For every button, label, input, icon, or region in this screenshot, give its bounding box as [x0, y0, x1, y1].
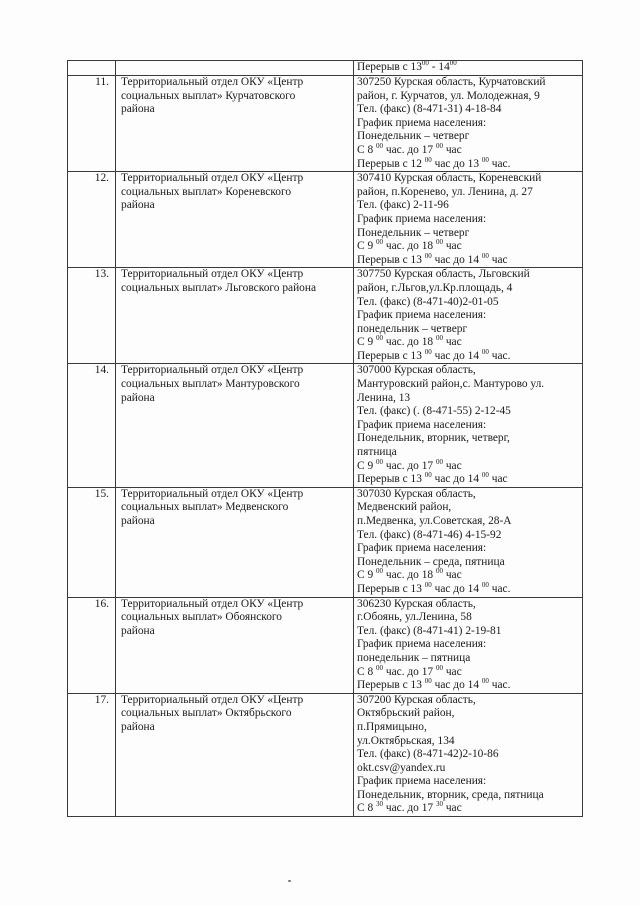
row-number: 12. — [68, 172, 116, 268]
contact-text: Медвенский район, — [357, 501, 452, 514]
contact-line — [357, 419, 579, 433]
contact-line — [357, 638, 579, 652]
contact-text: понедельник – четверг — [357, 322, 468, 335]
office-contacts — [354, 487, 583, 597]
empty-name-cell — [116, 61, 354, 76]
office-contacts — [354, 597, 583, 693]
contact-text: час. — [488, 349, 511, 362]
contact-text: час — [442, 665, 462, 678]
office-contacts — [354, 268, 583, 364]
minutes-sup: 00 — [421, 60, 429, 67]
contact-text: час до 14 — [431, 679, 482, 692]
contact-line — [357, 473, 579, 487]
minutes-sup: 00 — [481, 347, 489, 356]
minutes-sup: 00 — [376, 141, 383, 150]
contact-text: час — [442, 569, 462, 582]
contact-text: График приема населения: — [357, 638, 487, 651]
contact-line — [357, 213, 579, 227]
contact-text: Тел. (факс) (8-471-41) 2-19-81 — [357, 624, 502, 637]
contact-text: п.Прямицыно, — [357, 720, 427, 733]
contact-text: Перерыв с 13 — [357, 582, 425, 595]
contact-line — [357, 199, 579, 213]
contact-text: 307250 Курская область, Курчатовский — [357, 76, 546, 88]
contact-text: район, п.Коренево, ул. Ленина, д. 27 — [357, 185, 533, 198]
contact-line — [357, 309, 579, 323]
contact-line — [357, 186, 579, 200]
contact-line — [357, 694, 579, 708]
contact-text: Перерыв с 13 — [357, 253, 425, 266]
minutes-sup: 00 — [376, 567, 383, 576]
minutes-sup: 30 — [435, 800, 443, 809]
contact-text: Понедельник, вторник, четверг, — [357, 432, 510, 445]
contact-line — [357, 789, 579, 803]
minutes-sup: 00 — [435, 663, 443, 672]
office-name: Территориальный отдел ОКУ «Центр социальных выплат» Обоянского района — [116, 597, 354, 693]
contact-text: Тел. (факс) (8-471-46) 4-15-92 — [357, 528, 502, 541]
minutes-sup: 00 — [424, 677, 432, 686]
contact-line — [357, 432, 579, 446]
contact-line — [357, 347, 579, 364]
contact-line — [357, 130, 579, 144]
minutes-sup: 00 — [424, 580, 432, 589]
break-time-text: - 14 — [428, 61, 450, 73]
contact-line — [357, 652, 579, 666]
contact-text: Перерыв с 13 — [357, 679, 425, 692]
contact-line — [357, 762, 579, 776]
offices-table — [67, 60, 583, 817]
table-row — [68, 76, 583, 172]
minutes-sup: 00 — [376, 238, 383, 247]
contact-text: Мантуровский район,с. Мантурово ул. — [357, 378, 545, 391]
contact-text: час. до 18 — [383, 569, 436, 582]
contact-text: час до 14 — [431, 473, 482, 486]
offices-table-body — [68, 61, 583, 817]
contact-text: час. — [488, 582, 511, 595]
contact-line — [357, 392, 579, 406]
minutes-sup: 00 — [481, 251, 489, 260]
table-row-continuation — [68, 61, 583, 76]
contact-text: Ленина, 13 — [357, 391, 411, 404]
contact-text: час — [442, 802, 462, 815]
table-row — [68, 693, 583, 816]
row-number: 15. — [68, 487, 116, 597]
contact-text: 307410 Курская область, Кореневский — [357, 172, 542, 185]
break-time-text: Перерыв с 13 — [357, 61, 422, 73]
contact-text: час. — [488, 157, 511, 170]
contact-text: Понедельник – четверг — [357, 226, 470, 239]
minutes-sup: 00 — [424, 471, 432, 480]
contact-text: С 8 — [357, 665, 376, 678]
contact-text: г.Обоянь, ул.Ленина, 58 — [357, 611, 472, 624]
minutes-sup: 00 — [435, 457, 443, 466]
contact-line — [357, 679, 579, 693]
contact-line — [357, 556, 579, 570]
contact-line — [357, 141, 579, 158]
contact-text: Тел. (факс) (8-471-42)2-10-86 — [357, 748, 499, 761]
contact-line — [357, 542, 579, 556]
contact-text: Перерыв с 13 — [357, 349, 425, 362]
contact-text: час — [488, 253, 508, 266]
minutes-sup: 00 — [376, 334, 383, 343]
contact-line — [357, 707, 579, 721]
contact-text: С 9 — [357, 459, 376, 472]
contact-text: Понедельник – четверг — [357, 130, 470, 143]
contact-text: С 9 — [357, 569, 376, 582]
row-number: 17. — [68, 693, 116, 816]
contact-text: okt.csv@yandex.ru — [357, 761, 446, 774]
minutes-sup: 00 — [481, 155, 489, 164]
break-time-line — [357, 61, 579, 75]
contact-text: понедельник – пятница — [357, 651, 471, 664]
contact-line — [357, 580, 579, 597]
contact-line — [357, 501, 579, 515]
contact-text: час до 14 — [431, 349, 482, 362]
contact-line — [357, 296, 579, 310]
row-number: 16. — [68, 597, 116, 693]
minutes-sup: 00 — [481, 677, 489, 686]
office-contacts — [354, 172, 583, 268]
contact-line — [357, 323, 579, 337]
contact-text: час — [442, 459, 462, 472]
table-row — [68, 487, 583, 597]
contact-text: час — [442, 336, 462, 349]
contact-text: ул.Октябрьская, 134 — [357, 734, 455, 747]
table-row — [68, 268, 583, 364]
minutes-sup: 00 — [424, 251, 432, 260]
contact-text: 307200 Курская область, — [357, 693, 476, 706]
office-name: Территориальный отдел ОКУ «Центр социальных выплат» Курчатовского района — [116, 76, 354, 172]
minutes-sup: 00 — [481, 471, 489, 480]
contact-text: час. до 18 — [383, 336, 436, 349]
contact-line — [357, 378, 579, 392]
contact-text: Тел. (факс) (. (8-471-55) 2-12-45 — [357, 405, 511, 418]
minutes-sup: 00 — [424, 155, 432, 164]
contact-text: График приема населения: — [357, 116, 487, 129]
contact-text: График приема населения: — [357, 212, 487, 225]
contact-line — [357, 405, 579, 419]
contact-text: пятница — [357, 446, 397, 459]
contact-text: 307030 Курская область, — [357, 487, 476, 500]
contact-line — [357, 515, 579, 529]
contact-line — [357, 227, 579, 241]
contact-line — [357, 336, 579, 350]
contact-text: Перерыв с 12 — [357, 157, 425, 170]
minutes-sup: 00 — [481, 580, 489, 589]
contact-line — [357, 446, 579, 460]
contact-text: Тел. (факс) (8-471-31) 4-18-84 — [357, 103, 502, 116]
contact-text: 306230 Курская область, — [357, 597, 476, 610]
contact-text: час. — [488, 679, 511, 692]
row-number: 13. — [68, 268, 116, 364]
contact-line — [357, 611, 579, 625]
contact-text: район, г. Курчатов, ул. Молодежная, 9 — [357, 89, 540, 102]
row-number: 14. — [68, 364, 116, 487]
office-contacts — [354, 693, 583, 816]
table-row — [68, 597, 583, 693]
minutes-sup: 00 — [424, 347, 432, 356]
contact-line — [357, 663, 579, 680]
contact-line — [357, 90, 579, 104]
minutes-sup: 00 — [376, 457, 383, 466]
contact-line — [357, 172, 579, 186]
table-row — [68, 172, 583, 268]
contact-text: 307000 Курская область, — [357, 364, 476, 377]
contact-line — [357, 775, 579, 789]
office-name: Территориальный отдел ОКУ «Центр социальных выплат» Мантуровского района — [116, 364, 354, 487]
contact-text: час — [442, 143, 462, 156]
contact-text: График приема населения: — [357, 309, 487, 322]
contact-text: С 9 — [357, 240, 376, 253]
contact-line — [357, 488, 579, 502]
contact-line — [357, 748, 579, 762]
row-number: 11. — [68, 76, 116, 172]
contact-text: График приема населения: — [357, 775, 487, 788]
contact-line — [357, 155, 579, 172]
contact-line — [357, 240, 579, 254]
contact-text: 307750 Курская область, Льговский — [357, 268, 530, 281]
minutes-sup: 00 — [435, 567, 443, 576]
contact-text: час до 14 — [431, 582, 482, 595]
break-time-cell — [354, 61, 583, 76]
contact-text: Перерыв с 13 — [357, 473, 425, 486]
contact-text: час — [442, 240, 462, 253]
contact-text: час. до 18 — [383, 240, 436, 253]
contact-text: час. до 17 — [383, 459, 436, 472]
contact-text: С 9 — [357, 336, 376, 349]
contact-text: График приема населения: — [357, 418, 487, 431]
contact-line — [357, 598, 579, 612]
contact-text: час до 14 — [431, 253, 482, 266]
minutes-sup: 00 — [435, 238, 443, 247]
office-name: Территориальный отдел ОКУ «Центр социальных выплат» Льговского района — [116, 268, 354, 364]
contact-text: С 8 — [357, 802, 376, 815]
minutes-sup: 00 — [449, 60, 457, 67]
office-name: Территориальный отдел ОКУ «Центр социальных выплат» Октябрьского района — [116, 693, 354, 816]
scan-speck — [288, 880, 291, 882]
contact-line — [357, 457, 579, 474]
contact-line — [357, 735, 579, 749]
contact-text: час до 13 — [431, 157, 482, 170]
contact-text: Октябрьский район, — [357, 707, 455, 720]
contact-text: час. до 17 — [383, 665, 436, 678]
minutes-sup: 00 — [376, 663, 383, 672]
contact-line — [357, 364, 579, 378]
contact-line — [357, 268, 579, 282]
office-name: Территориальный отдел ОКУ «Центр социальных выплат» Медвенского района — [116, 487, 354, 597]
office-contacts — [354, 364, 583, 487]
contact-text: Тел. (факс) 2-11-96 — [357, 199, 449, 212]
empty-number-cell — [68, 61, 116, 76]
contact-text: Тел. (факс) (8-471-40)2-01-05 — [357, 295, 499, 308]
minutes-sup: 30 — [376, 800, 383, 809]
contact-text: Понедельник, вторник, среда, пятница — [357, 788, 544, 801]
contact-text: час. до 17 — [383, 802, 436, 815]
contact-line — [357, 251, 579, 268]
contact-text: час. до 17 — [383, 143, 436, 156]
contact-line — [357, 103, 579, 117]
table-row — [68, 364, 583, 487]
office-contacts — [354, 76, 583, 172]
contact-line — [357, 802, 579, 816]
contact-line — [357, 76, 579, 90]
contact-text: район, г.Льгов,ул.Кр.площадь, 4 — [357, 281, 513, 294]
contact-text: Понедельник – среда, пятница — [357, 555, 505, 568]
minutes-sup: 00 — [435, 334, 443, 343]
contact-line — [357, 625, 579, 639]
contact-text: п.Медвенка, ул.Советская, 28-А — [357, 515, 512, 527]
contact-line — [357, 282, 579, 296]
contact-text: С 8 — [357, 143, 376, 156]
contact-text: График приема населения: — [357, 542, 487, 555]
office-name: Территориальный отдел ОКУ «Центр социальных выплат» Кореневского района — [116, 172, 354, 268]
contact-line — [357, 721, 579, 735]
contact-line — [357, 117, 579, 131]
contact-text: час — [488, 473, 508, 486]
contact-line — [357, 529, 579, 543]
contact-line — [357, 569, 579, 583]
minutes-sup: 00 — [435, 141, 443, 150]
